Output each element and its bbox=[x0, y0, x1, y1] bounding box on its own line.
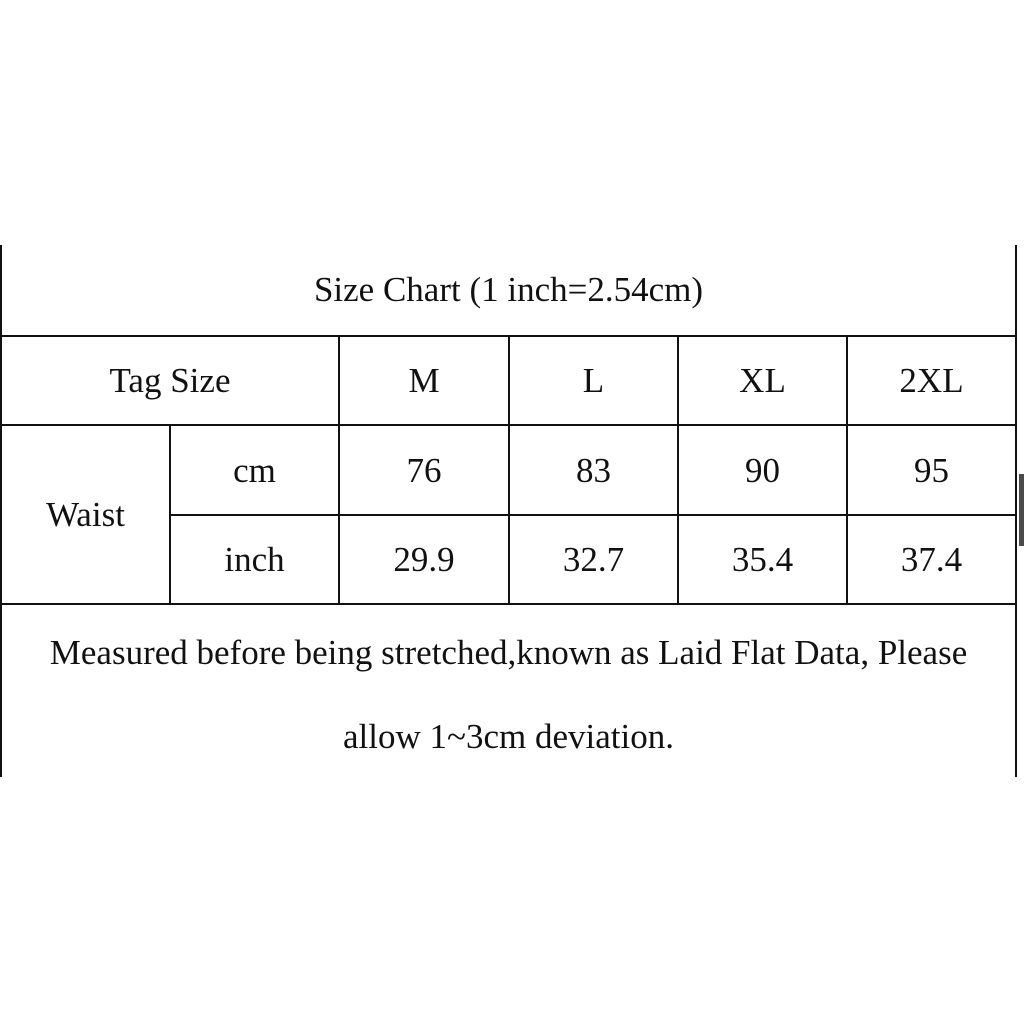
waist-cm-l: 83 bbox=[576, 450, 611, 490]
unit-cm-label: cm bbox=[233, 450, 276, 490]
waist-cm-m: 76 bbox=[406, 450, 442, 490]
note-line-2: allow 1~3cm deviation. bbox=[343, 717, 674, 756]
size-header-2xl: 2XL bbox=[899, 361, 964, 400]
waist-inch-l: 32.7 bbox=[562, 540, 625, 579]
measurement-note bbox=[2, 605, 1015, 777]
waist-cm-2xl: 95 bbox=[914, 450, 949, 490]
note-line-1: Measured before being stretched,known as Laid Flat Data, Please bbox=[49, 633, 968, 672]
size-header-l: L bbox=[582, 361, 605, 400]
table-right-border bbox=[1015, 245, 1017, 777]
waist-inch-2xl: 37.4 bbox=[900, 540, 963, 579]
size-header-m: M bbox=[408, 361, 440, 400]
unit-inch-label: inch bbox=[224, 540, 285, 579]
waist-inch-m: 29.9 bbox=[393, 540, 455, 579]
waist-label: Waist bbox=[46, 495, 125, 534]
chart-title: Size Chart (1 inch=2.54cm) bbox=[313, 270, 704, 309]
size-header-xl: XL bbox=[739, 361, 786, 400]
waist-inch-xl: 35.4 bbox=[731, 540, 794, 579]
scrollbar-thumb[interactable] bbox=[1019, 474, 1024, 546]
tag-size-label: Tag Size bbox=[109, 361, 231, 400]
waist-cm-xl: 90 bbox=[745, 450, 780, 490]
